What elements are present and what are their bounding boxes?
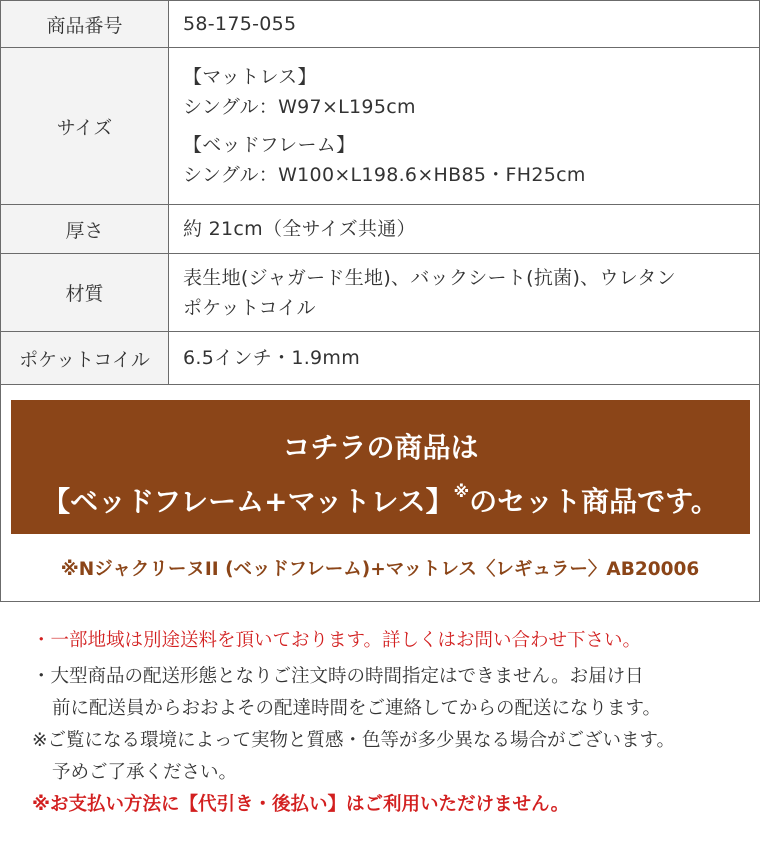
spec-value xyxy=(183,263,753,323)
banner-line-1: コチラの商品は xyxy=(282,431,479,464)
spec-value xyxy=(183,343,753,373)
notice-appearance-line-2: 予めご了承ください。 xyxy=(52,762,238,783)
notice-delivery-line-1: ・大型商品の配送形態となりご注文時の時間指定はできません。お届け日 xyxy=(32,666,644,687)
set-composition-note: ※NジャクリーヌII (ベッドフレーム)+マットレス〈レギュラー〉AB20006 xyxy=(60,559,700,580)
spec-value xyxy=(183,9,753,39)
banner-tail: のセット商品です。 xyxy=(469,485,719,518)
banner-set-name: 【ベッドフレーム+マットレス】 xyxy=(42,485,454,518)
spec-value-line: 約 21cm（全サイズ共通） xyxy=(183,218,416,240)
spec-value-line: ポケットコイル xyxy=(183,297,316,319)
spec-label: 材質 xyxy=(1,254,169,331)
spec-row-pocket-coil xyxy=(1,332,759,385)
notice-list xyxy=(32,625,752,821)
notice-appearance-line-1: ※ご覧になる環境によって実物と質感・色等が多少異なる場合がございます。 xyxy=(32,730,676,751)
spec-row-product-number xyxy=(1,1,759,48)
spec-value-line: 表生地(ジャガード生地)、バックシート(抗菌)、ウレタン xyxy=(183,267,676,289)
set-product-banner xyxy=(11,400,750,534)
spec-value-line: シングル：W100×L198.6×HB85・FH25cm xyxy=(183,164,586,186)
spec-label: 商品番号 xyxy=(1,1,169,47)
notice-delivery-line-2: 前に配送員からおおよその配達時間をご連絡してからの配送になります。 xyxy=(52,698,662,719)
notice-shipping-fee: ・一部地域は別途送料を頂いております。詳しくはお問い合わせ下さい。 xyxy=(32,630,642,651)
spec-value-line: 【マットレス】 xyxy=(183,66,317,88)
banner-line-2 xyxy=(11,480,750,520)
spec-label: 厚さ xyxy=(1,205,169,253)
spec-value-line: シングル：W97×L195cm xyxy=(183,96,416,118)
banner-note-mark: ※ xyxy=(453,482,470,501)
spec-value xyxy=(183,62,753,190)
spec-label: ポケットコイル xyxy=(1,332,169,384)
notice-payment: ※お支払い方法に【代引き・後払い】はご利用いただけません。 xyxy=(32,794,570,815)
spec-row-thickness xyxy=(1,205,759,254)
spec-row-size xyxy=(1,48,759,205)
spec-value-line: 【ベッドフレーム】 xyxy=(183,134,356,156)
spec-value-line: 58-175-055 xyxy=(183,13,297,35)
spec-label: サイズ xyxy=(1,48,169,204)
spec-value-line: 6.5インチ・1.9mm xyxy=(183,347,361,369)
spec-value xyxy=(183,214,753,244)
spec-row-material xyxy=(1,254,759,332)
